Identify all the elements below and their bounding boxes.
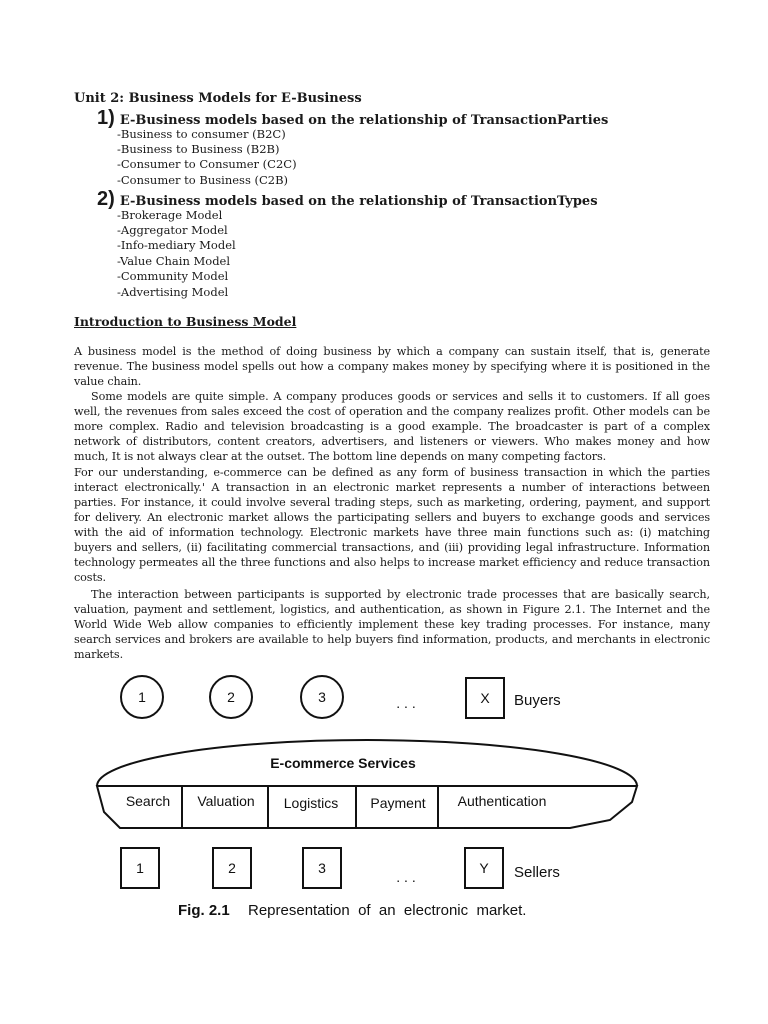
paragraph-1-continued: Some models are quite simple. A company produces goods or services and sells it to customers. If all goes well, the revenues from sales exceed the cost of operation and the company realizes profit. Other models can be more complex. Radio and television broadcasting is a good example. The broadcaster is part of a complex network of distributors, content creators, advertisers, and listeners or viewers. Who makes money and how much, It is not always clear at the outset. The bottom line depends on many competing factors. bbox=[74, 390, 710, 463]
list-item: -Info-mediary Model bbox=[117, 238, 236, 252]
paragraph-3: The interaction between participants is supported by electronic trade processes that are basically search, valuation, payment and settlement, logistics, and authentication, as shown in Figure 2.1. The Internet and the World Wide Web allow companies to efficiently implement these key trading processes. For instance, many search services and brokers are available to help buyers find information, products, and merchants in electronic markets. bbox=[74, 588, 710, 661]
section2-title: E-Business models based on the relationship of TransactionTypes bbox=[119, 194, 598, 209]
paragraph-1 bbox=[74, 344, 710, 464]
buyers-label: Buyers bbox=[514, 692, 561, 709]
list-item: -Advertising Model bbox=[117, 285, 229, 299]
paragraph-2: For our understanding, e-commerce can be defined as any form of business transaction in which the parties interact electronically.' A transaction in an electronic market represents a number of interactions between parties. For instance, it could involve several trading steps, such as marketing, ordering, payment, and support for delivery. An electronic market allows the participating sellers and buyers to exchange goods and services with the aid of information technology. Electronic markets have three main functions such as: (i) matching buyers and sellers, (ii) facilitating commercial transactions, and (iii) providing legal infrastructure. Information technology permeates all the three functions and also helps to increase market efficiency and reduce transaction costs. bbox=[74, 466, 710, 584]
seller-label: Y bbox=[479, 860, 489, 876]
list-item: -Community Model bbox=[117, 269, 229, 283]
section1-number: 1) bbox=[97, 107, 115, 129]
list-item: -Consumer to Business (C2B) bbox=[117, 173, 289, 187]
list-item: -Brokerage Model bbox=[117, 208, 223, 222]
services-frame bbox=[97, 786, 637, 828]
sellers-row bbox=[121, 848, 560, 888]
service-logistics: Logistics bbox=[283, 795, 339, 811]
seller-label: 1 bbox=[136, 860, 144, 876]
buyer-label: 2 bbox=[227, 689, 235, 705]
list-item: -Business to Business (B2B) bbox=[117, 142, 280, 156]
figure-caption-label: Fig. 2.1 bbox=[178, 902, 230, 919]
service-authentication: Authentication bbox=[457, 793, 547, 809]
list-item: -Business to consumer (B2C) bbox=[117, 127, 286, 141]
buyer-label: 1 bbox=[138, 689, 146, 705]
seller-label: 3 bbox=[318, 860, 326, 876]
buyers-ellipsis: . . . bbox=[396, 695, 416, 711]
services-title: E-commerce Services bbox=[270, 755, 416, 771]
service-valuation: Valuation bbox=[197, 793, 255, 809]
figure-electronic-market bbox=[0, 660, 768, 930]
section2-number: 2) bbox=[97, 188, 115, 210]
paragraph-1-text: A business model is the method of doing business by which a company can sustain itself, that is, generate revenue. The business model spells out how a company makes money by specifying where it is positioned in the value chain. bbox=[74, 345, 710, 388]
buyer-label: 3 bbox=[318, 689, 326, 705]
service-payment: Payment bbox=[370, 795, 426, 811]
buyers-row bbox=[121, 676, 561, 718]
seller-label: 2 bbox=[228, 860, 236, 876]
unit-title: Unit 2: Business Models for E-Business bbox=[74, 91, 362, 106]
figure-caption-text: Representation of an electronic market. bbox=[248, 902, 527, 919]
buyer-label: X bbox=[480, 690, 490, 706]
sellers-label: Sellers bbox=[514, 864, 560, 881]
services-block bbox=[97, 740, 637, 828]
list-item: -Aggregator Model bbox=[117, 223, 228, 237]
sellers-ellipsis: . . . bbox=[396, 869, 416, 885]
list-item: -Value Chain Model bbox=[117, 254, 231, 268]
intro-heading: Introduction to Business Model bbox=[74, 314, 297, 329]
section1-title: E-Business models based on the relationship of TransactionParties bbox=[119, 113, 609, 128]
service-search: Search bbox=[125, 793, 171, 809]
list-item: -Consumer to Consumer (C2C) bbox=[117, 157, 297, 171]
